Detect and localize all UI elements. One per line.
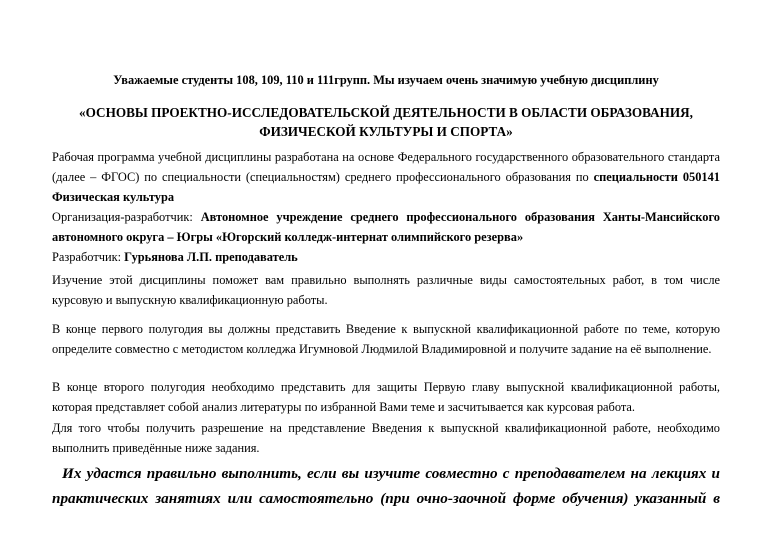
permission-paragraph: Для того чтобы получить разрешение на представление Введения к выпускной квалификационной работе, необходимо выполнить приведённые ниже задания. bbox=[52, 421, 720, 455]
organization-paragraph bbox=[52, 207, 720, 247]
program-specialty: специальности 050141 Физическая культура bbox=[52, 170, 720, 204]
program-text: Рабочая программа учебной дисциплины разработана на основе Федерального государственного образовательного стандарта (далее – ФГОС) по специальности (специальностям) среднего профессионального образования по bbox=[52, 150, 720, 184]
course-title-line-1: «ОСНОВЫ ПРОЕКТНО-ИССЛЕДОВАТЕЛЬСКОЙ ДЕЯТЕЛЬНОСТИ В ОБЛАСТИ ОБРАЗОВАНИЯ, bbox=[79, 105, 693, 120]
developer-label: Разработчик: bbox=[52, 250, 125, 264]
italic-note: Их удастся правильно выполнить, если вы изучите совместно с преподавателем на лекциях и практических занятиях или самостоятельно (при очно-заочной форме обучения) указанный в bbox=[52, 465, 720, 507]
second-semester-paragraph: В конце второго полугодия необходимо представить для защиты Первую главу выпускной квалификационной работы, которая представляет собой анализ литературы по избранной Вами теме и засчитывается как курсовая работа. bbox=[52, 380, 720, 414]
developer-name: Гурьянова Л.П. преподаватель bbox=[124, 250, 298, 264]
organization-name: Автономное учреждение среднего профессионального образования Ханты-Мансийского автономного округа – Югры «Югорский колледж-интернат олимпийского резерва» bbox=[52, 210, 720, 244]
course-title-line-2: ФИЗИЧЕСКОЙ КУЛЬТУРЫ И СПОРТА» bbox=[259, 124, 513, 139]
greeting-heading: Уважаемые студенты 108, 109, 110 и 111групп. Мы изучаем очень значимую учебную дисциплину bbox=[113, 73, 659, 87]
organization-label: Организация-разработчик: bbox=[52, 210, 201, 224]
first-semester-paragraph: В конце первого полугодия вы должны представить Введение к выпускной квалификационной работе по теме, которую определите совместно с методистом колледжа Игумновой Людмилой Владимировной и получите задание на её выполнение. bbox=[52, 322, 720, 356]
program-paragraph bbox=[52, 147, 720, 207]
study-paragraph: Изучение этой дисциплины поможет вам правильно выполнять различные виды самостоятельных работ, в том числе курсовую и выпускную квалификационную работы. bbox=[52, 273, 720, 307]
course-title bbox=[52, 103, 720, 141]
developer-paragraph bbox=[52, 247, 720, 267]
